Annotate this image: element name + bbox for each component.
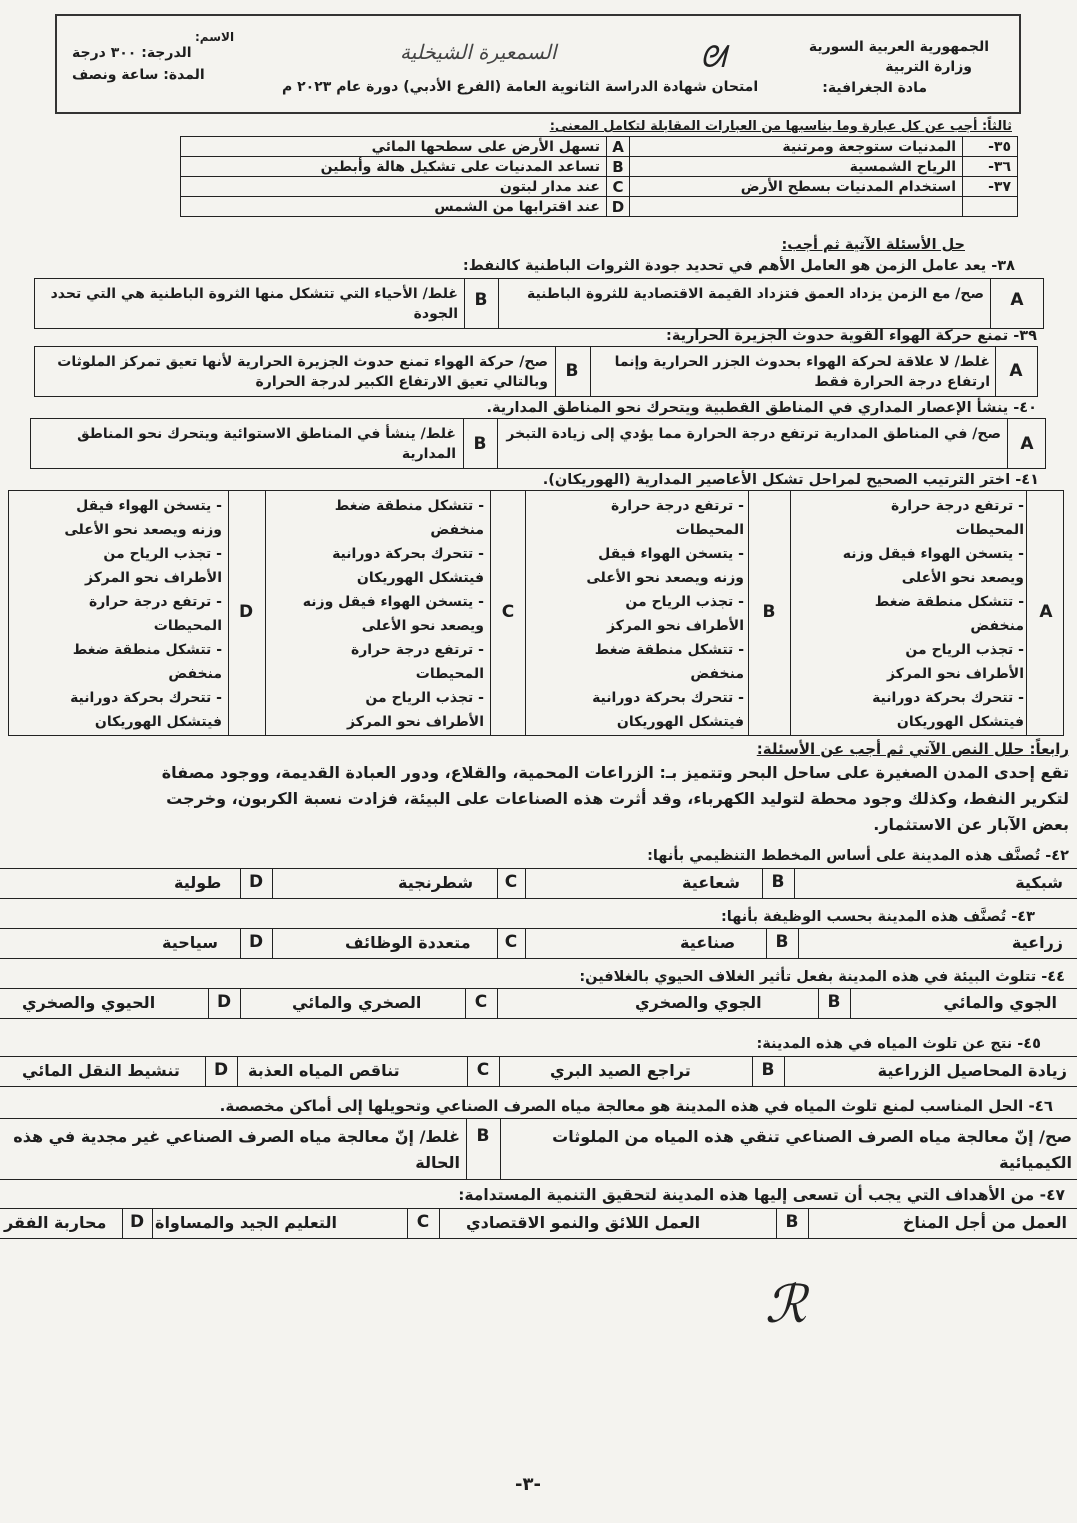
matching-row xyxy=(181,197,1018,217)
q46-text: ٤٦- الحل المناسب لمنع تلوث المياه في هذه المدينة هو معالجة مياه الصرف الصناعي وتحويلها إلى أماكن مخصصة. xyxy=(219,1097,1053,1115)
q40-option-a[interactable]: صح/ في المناطق المدارية ترتفع درجة الحرارة مما يؤدي إلى زيادة التبخر xyxy=(506,426,1001,442)
q38-option-b[interactable]: غلط/ الأحياء التي تتشكل منها الثروة الباطنية هي التي تحدد الجودة xyxy=(50,286,458,322)
q41-option-line: - يتسخن الهواء فيقل وزنه xyxy=(842,546,1024,562)
q39-letter-a[interactable]: A xyxy=(1009,361,1023,381)
paragraph-line-1: تقع إحدى المدن الصغيرة على ساحل البحر وتتميز بـ: الزراعات المحمية، والقلاع، ودور العبادة القديمة، ووجود مصفاة xyxy=(161,763,1069,782)
q41-option-line: منخفض xyxy=(690,666,744,682)
matching-statement: الرياح الشمسية xyxy=(630,157,963,177)
q41-option-line: - تتحرك بحركة دورانية xyxy=(70,690,222,706)
exam-page: الجمهورية العربية السورية وزارة التربية مادة الجغرافية: السمعيرة الشيخلية ᘛ امتحان شهادة الدراسة الثانوية العامة (الفرع الأدبي) دورة عام ٢٠٢٣ م الاسم: الدرجة: ٣٠٠ درجة المدة: ساعة ونصف ثالثاً: أجب عن كل عبارة وما يناسبها من العبارات المقابلة لتكامل المعنى: ٣٥- المدنيات ستوجعة ومرتنية A تسهل الأرض على سطحها المائي ٣٦- الرياح الشمسية B تساعد المدنيات على تشكيل هالة وأبطين ٣٧- استخدام المدنيات بسطح الأرض C عند مدار لبتون D عند اقترابها من الشمس حل الأسئلة الآتية ثم أجب: ٣٨- يعد عامل الزمن هو العامل الأهم في تحديد جودة الثروات الباطنية كالنفط: A صح/ مع الزمن يزداد العمق فتزداد القيمة الاقتصادية للثروة الباطنية B غلط/ الأحياء التي تتشكل منها الثروة الباطنية هي التي تحدد الجودة ٣٩- تمنع حركة الهواء القوية حدوث الجزيرة الحرارية: A غلط/ لا علاقة لحركة الهواء بحدوث الجزر الحرارية وإنما ارتفاع درجة الحرارة فقط B صح/ حركة الهواء تمنع حدوث الجزيرة الحرارية لأنها تعيق تمركز الملوثات وبالتالي تعيق الارتفاع الكبير لدرجة الحرارة ٤٠- ينشأ الإعصار المداري في المناطق القطبية ويتحرك نحو المناطق المدارية. A صح/ في المناطق المدارية ترتفع درجة الحرارة مما يؤدي إلى زيادة التبخر B غلط/ ينشأ في المناطق الاستوائية ويتحرك نحو المناطق المدارية ٤١- اختر الترتيب الصحيح لمراحل تشكل الأعاصير المدارية (الهوريكان). A - ترتفع درجة حرارة المحيطات - يتسخن الهواء فيقل وزنه ويصعد نحو الأعلى - تتشكل منطقة ضغط منخفض - تجذب الرياح من الأطراف نحو المركز - تتحرك بحركة دورانية فيتشكل الهوريكان B - ترتفع درجة حرارة المحيطات - يتسخن الهواء فيقل وزنه ويصعد نحو الأعلى - تجذب الرياح من الأطراف نحو المركز - تتشكل منطقة ضغط منخفض - تتحرك بحركة دورانية فيتشكل الهوريكان C - تتشكل منطقة ضغط منخفض - تتحرك بحركة دورانية فيتشكل الهوريكان - يتسخن الهواء فيقل وزنه ويصعد نحو الأعلى - ترتفع درجة حرارة المحيطات - تجذب الرياح من الأطراف نحو المركز D - يتسخن الهواء فيقل وزنه ويصعد نحو الأعلى - تجذب الرياح من الأطراف نحو المركز - ترتفع درجة حرارة المحيطات - تتشكل منطقة ضغط منخفض - تتحرك بحركة دورانية فيتشكل الهوريكان رابعاً: حلل النص الآتي ثم أجب عن الأسئلة: تقع إحدى المدن الصغيرة على ساحل البحر وتتميز بـ: الزراعات المحمية، والقلاع، ودور العبادة القديمة، ووجود مصفاة لتكرير النفط، وكذلك وجود محطة لتوليد الكهرباء، وقد أثرت هذه الصناعات على البيئة، فزادت نسبة الكربون، وخرجت بعض الآبار عن الاستثمار. ٤٢- تُصنَّف هذه المدينة على أساس المخطط التنظيمي بأنها: شبكية B شعاعية C شطرنجية D طولية ٤٣- تُصنَّف هذه المدينة بحسب الوظيفة بأنها: زراعية B صناعية C متعددة الوظائف D سياحية ٤٤- تتلوث البيئة في هذه المدينة بفعل تأثير الغلاف الحيوي بالغلافين: الجوي والمائي B الجوي والصخري C الصخري والمائي D الحيوي والصخري ٤٥- نتج عن تلوث المياه في هذه المدينة: زيادة المحاصيل الزراعية B تراجع الصيد البري C تناقص المياه العذبة D تنشيط النقل المائي ٤٦- الحل المناسب لمنع تلوث المياه في هذه المدينة هو معالجة مياه الصرف الصناعي وتحويلها إلى أماكن مخصصة. B صح/ إنّ معالجة مياه الصرف الصناعي تنقي هذه المياه من الملوثات الكيميائية غلط/ إنّ معالجة مياه الصرف الصناعي غير مجدية في هذه الحالة ٤٧- من الأهداف التي يجب أن تسعى إليها هذه المدينة لتحقيق التنمية المستدامة: العمل من أجل المناخ B العمل اللائق والنمو الاقتصادي C التعليم الجيد والمساواة D محاربة الفقر ℛ -٣- xyxy=(0,0,1077,1523)
q38-text: ٣٨- يعد عامل الزمن هو العامل الأهم في تحديد جودة الثروات الباطنية كالنفط: xyxy=(462,258,1015,274)
q41-option-line: ويصعد نحو الأعلى xyxy=(901,570,1024,586)
name-label: الاسم: xyxy=(195,30,235,44)
subject-label: مادة الجغرافية: xyxy=(822,80,927,96)
matching-letter[interactable]: B xyxy=(607,157,630,177)
q43-option-d[interactable]: سياحية xyxy=(162,933,219,952)
paragraph-line-2: لتكرير النفط، وكذلك وجود محطة لتوليد الكهرباء، وقد أثرت هذه الصناعات على البيئة، فزادت نسبة الكربون، وخرجت xyxy=(166,789,1069,808)
q41-option-line: - تجذب الرياح من xyxy=(365,690,484,706)
matching-row xyxy=(181,137,1018,157)
q41-letter-a[interactable]: A xyxy=(1039,602,1053,622)
q41-option-line: فيتشكل الهوريكان xyxy=(616,714,744,730)
q44-option-c[interactable]: الصخري والمائي xyxy=(292,993,422,1012)
solve-title: حل الأسئلة الآتية ثم أجب: xyxy=(781,237,965,253)
q41-option-line: المحيطات xyxy=(675,522,744,538)
q42-text: ٤٢- تُصنَّف هذه المدينة على أساس المخطط التنظيمي بأنها: xyxy=(647,848,1069,864)
matching-number: ٣٦- xyxy=(963,157,1018,177)
q42-option-d[interactable]: طولية xyxy=(174,873,222,892)
q41-option-line: - ترتفع درجة حرارة xyxy=(610,498,744,514)
q41-option-line: - تجذب الرياح من xyxy=(625,594,744,610)
q41-option-line: منخفض xyxy=(970,618,1024,634)
matching-table xyxy=(180,136,1018,217)
q42-box xyxy=(0,868,1077,899)
matching-letter[interactable]: A xyxy=(607,137,630,157)
matching-number: ٣٧- xyxy=(963,177,1018,197)
exam-title: امتحان شهادة الدراسة الثانوية العامة (الفرع الأدبي) دورة عام ٢٠٢٣ م xyxy=(282,79,759,95)
q41-option-line: - تتشكل منطقة ضغط xyxy=(334,498,484,514)
header-signature: ᘛ xyxy=(700,40,726,75)
matching-answer[interactable]: عند اقترابها من الشمس xyxy=(181,197,607,217)
q41-letter-b[interactable]: B xyxy=(762,602,776,622)
q40-text: ٤٠- ينشأ الإعصار المداري في المناطق القطبية ويتحرك نحو المناطق المدارية. xyxy=(486,400,1037,416)
matching-number xyxy=(963,197,1018,217)
q41-option-line: الأطراف نحو المركز xyxy=(886,666,1024,682)
q41-option-line: الأطراف نحو المركز xyxy=(346,714,484,730)
q38-letter-b[interactable]: B xyxy=(474,290,488,310)
q41-option-d[interactable] xyxy=(14,494,222,734)
q47-option-a[interactable]: العمل من أجل المناخ xyxy=(902,1213,1067,1232)
q41-option-line: - ترتفع درجة حرارة xyxy=(890,498,1024,514)
q43-option-a[interactable]: زراعية xyxy=(1011,933,1063,952)
q44-option-b[interactable]: الجوي والصخري xyxy=(635,993,762,1012)
paragraph-line-3: بعض الآبار عن الاستثمار. xyxy=(873,815,1069,834)
q41-option-line: - ترتفع درجة حرارة xyxy=(88,594,222,610)
q44-option-d[interactable]: الحيوي والصخري xyxy=(22,993,156,1012)
q41-option-line: - ترتفع درجة حرارة xyxy=(350,642,484,658)
q38-letter-a[interactable]: A xyxy=(1010,290,1024,310)
q41-text: ٤١- اختر الترتيب الصحيح لمراحل تشكل الأعاصير المدارية (الهوريكان). xyxy=(542,472,1039,488)
q45-option-d[interactable]: تنشيط النقل المائي xyxy=(22,1061,180,1080)
matching-statement: استخدام المدنيات بسطح الأرض xyxy=(630,177,963,197)
q41-letter-c[interactable]: C xyxy=(501,602,515,622)
q41-option-line: - تتشكل منطقة ضغط xyxy=(874,594,1024,610)
q39-option-b[interactable]: صح/ حركة الهواء تمنع حدوث الجزيرة الحرارية لأنها تعيق تمركز الملوثات وبالتالي تعيق الارتفاع الكبير لدرجة الحرارة xyxy=(57,354,548,390)
q41-option-line: - تجذب الرياح من xyxy=(905,642,1024,658)
matching-statement: المدنيات ستوجعة ومرتنية xyxy=(630,137,963,157)
q40-letter-b[interactable]: B xyxy=(473,434,487,454)
q41-option-line: - تتحرك بحركة دورانية xyxy=(332,546,484,562)
q43-text: ٤٣- تُصنَّف هذه المدينة بحسب الوظيفة بأنها: xyxy=(720,909,1035,925)
q41-option-b[interactable] xyxy=(532,494,744,734)
q41-option-line: المحيطات xyxy=(415,666,484,682)
matching-answer[interactable]: عند مدار لبتون xyxy=(181,177,607,197)
q39-option-a[interactable]: غلط/ لا علاقة لحركة الهواء بحدوث الجزر الحرارية وإنما ارتفاع درجة الحرارة فقط xyxy=(614,354,990,390)
q41-option-line: المحيطات xyxy=(955,522,1024,538)
q41-option-line: منخفض xyxy=(430,522,484,538)
q44-text: ٤٤- تتلوث البيئة في هذه المدينة بفعل تأثير الغلاف الحيوي بالغلافين: xyxy=(579,969,1065,985)
matching-answer[interactable]: تساعد المدنيات على تشكيل هالة وأبطين xyxy=(181,157,607,177)
q42-option-b[interactable]: شعاعية xyxy=(682,873,740,892)
q46-letter-b[interactable]: B xyxy=(476,1126,490,1146)
q40-option-b[interactable]: غلط/ ينشأ في المناطق الاستوائية ويتحرك نحو المناطق المدارية xyxy=(77,426,456,462)
q45-option-c[interactable]: تناقص المياه العذبة xyxy=(248,1061,400,1080)
matching-row xyxy=(181,157,1018,177)
q38-option-a[interactable]: صح/ مع الزمن يزداد العمق فتزداد القيمة الاقتصادية للثروة الباطنية xyxy=(526,286,984,302)
q39-letter-b[interactable]: B xyxy=(565,361,579,381)
q44-box xyxy=(0,988,1077,1019)
q47-option-b[interactable]: العمل اللائق والنمو الاقتصادي xyxy=(466,1213,701,1232)
section3-title: ثالثاً: أجب عن كل عبارة وما يناسبها من العبارات المقابلة لتكامل المعنى: xyxy=(549,119,1012,134)
q41-option-line: ويصعد نحو الأعلى xyxy=(361,618,484,634)
q41-option-c[interactable] xyxy=(272,494,484,734)
duration-label: المدة: ساعة ونصف xyxy=(72,67,205,83)
section4-title: رابعاً: حلل النص الآتي ثم أجب عن الأسئلة: xyxy=(756,740,1069,758)
q42-option-c[interactable]: شطرنجية xyxy=(398,873,474,892)
ministry-name: وزارة التربية xyxy=(885,59,972,75)
q41-option-line: - يتسخن الهواء فيقل xyxy=(76,498,222,514)
q41-option-line: وزنه ويصعد نحو الأعلى xyxy=(586,570,744,586)
q43-option-c[interactable]: متعددة الوظائف xyxy=(345,933,471,952)
q47-text: ٤٧- من الأهداف التي يجب أن تسعى إليها هذه المدينة لتحقيق التنمية المستدامة: xyxy=(458,1186,1065,1204)
q41-letter-d[interactable]: D xyxy=(238,602,254,622)
q43-option-b[interactable]: صناعية xyxy=(680,933,736,952)
grade-label: الدرجة: ٣٠٠ درجة xyxy=(72,45,192,61)
q46-option-b[interactable]: غلط/ إنّ معالجة مياه الصرف الصناعي غير مجدية في هذه الحالة xyxy=(13,1127,460,1172)
q47-option-d[interactable]: محاربة الفقر xyxy=(4,1213,107,1232)
q41-option-line: وزنه ويصعد نحو الأعلى xyxy=(64,522,222,538)
q39-text: ٣٩- تمنع حركة الهواء القوية حدوث الجزيرة الحرارية: xyxy=(666,328,1037,344)
q45-option-b[interactable]: تراجع الصيد البري xyxy=(550,1061,691,1080)
section4-paragraph xyxy=(9,760,1069,838)
page-number: -٣- xyxy=(515,1474,541,1495)
q41-option-a[interactable] xyxy=(796,494,1024,734)
q42-option-a[interactable]: شبكية xyxy=(1015,873,1063,892)
q45-text: ٤٥- نتج عن تلوث المياه في هذه المدينة: xyxy=(756,1036,1041,1052)
country-name: الجمهورية العربية السورية xyxy=(808,39,989,55)
matching-row xyxy=(181,177,1018,197)
q41-option-line: - تتشكل منطقة ضغط xyxy=(72,642,222,658)
matching-number: ٣٥- xyxy=(963,137,1018,157)
q41-option-line: منخفض xyxy=(168,666,222,682)
q41-option-line: - يتسخن الهواء فيقل xyxy=(598,546,744,562)
rubric-title: السمعيرة الشيخلية xyxy=(400,40,557,64)
q41-option-line: فيتشكل الهوريكان xyxy=(94,714,222,730)
q41-option-line: فيتشكل الهوريكان xyxy=(356,570,484,586)
matching-letter[interactable]: C xyxy=(607,177,630,197)
matching-answer[interactable]: تسهل الأرض على سطحها المائي xyxy=(181,137,607,157)
q41-option-line: المحيطات xyxy=(153,618,222,634)
q41-option-line: - تجذب الرياح من xyxy=(103,546,222,562)
q46-option-a[interactable]: صح/ إنّ معالجة مياه الصرف الصناعي تنقي هذه المياه من الملوثات الكيميائية xyxy=(552,1127,1072,1172)
q40-letter-a[interactable]: A xyxy=(1020,434,1034,454)
q41-option-line: الأطراف نحو المركز xyxy=(84,570,222,586)
q41-option-line: فيتشكل الهوريكان xyxy=(896,714,1024,730)
q41-option-line: - يتسخن الهواء فيقل وزنه xyxy=(302,594,484,610)
q45-option-a[interactable]: زيادة المحاصيل الزراعية xyxy=(877,1061,1067,1080)
q44-option-a[interactable]: الجوي والمائي xyxy=(943,993,1057,1012)
q41-option-line: - تتحرك بحركة دورانية xyxy=(592,690,744,706)
bottom-signature: ℛ xyxy=(765,1275,807,1335)
q41-option-line: - تتشكل منطقة ضغط xyxy=(594,642,744,658)
q41-option-line: - تتحرك بحركة دورانية xyxy=(872,690,1024,706)
matching-statement xyxy=(630,197,963,217)
q41-option-line: الأطراف نحو المركز xyxy=(606,618,744,634)
q47-option-c[interactable]: التعليم الجيد والمساواة xyxy=(155,1213,337,1232)
matching-letter[interactable]: D xyxy=(607,197,630,217)
